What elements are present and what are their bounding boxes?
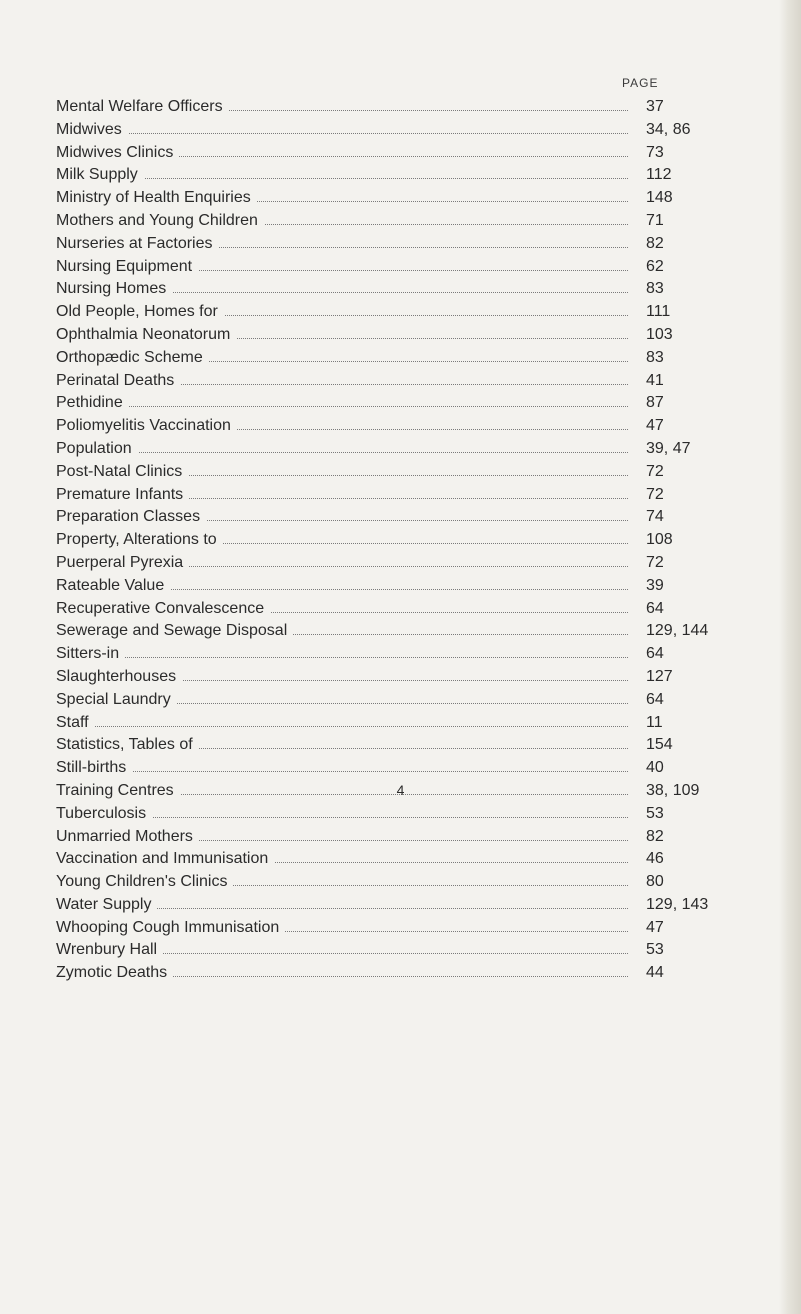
index-term: Special Laundry xyxy=(56,691,177,708)
index-term: Orthopædic Scheme xyxy=(56,349,209,366)
index-term: Nursing Equipment xyxy=(56,258,198,275)
index-entry xyxy=(56,370,766,393)
index-term: Puerperal Pyrexia xyxy=(56,554,189,571)
index-page-numbers: 103 xyxy=(642,324,673,347)
index-entry xyxy=(56,324,766,347)
index-page-numbers: 80 xyxy=(642,871,664,894)
index-page-numbers: 64 xyxy=(642,598,664,621)
index-term: Milk Supply xyxy=(56,166,144,183)
index-term: Still-births xyxy=(56,759,132,776)
dot-leader xyxy=(56,133,628,134)
index-entry xyxy=(56,529,766,552)
index-term: Statistics, Tables of xyxy=(56,736,199,753)
index-page-numbers: 154 xyxy=(642,734,673,757)
index-page-numbers: 34, 86 xyxy=(642,119,690,142)
index-page-numbers: 11 xyxy=(642,712,663,735)
index-entry xyxy=(56,871,766,894)
index-page-numbers: 87 xyxy=(642,392,664,415)
index-term: Preparation Classes xyxy=(56,508,206,525)
index-term: Staff xyxy=(56,714,95,731)
index-term: Recuperative Convalescence xyxy=(56,600,270,617)
index-entry xyxy=(56,301,766,324)
index-page-numbers: 129, 143 xyxy=(642,894,708,917)
index-page-numbers: 72 xyxy=(642,461,664,484)
index-page-numbers: 64 xyxy=(642,689,664,712)
index-entry xyxy=(56,164,766,187)
dot-leader xyxy=(56,726,628,727)
index-term: Mothers and Young Children xyxy=(56,212,264,229)
index-entry xyxy=(56,620,766,643)
index-page-numbers: 39 xyxy=(642,575,664,598)
index-entry xyxy=(56,939,766,962)
index-entry xyxy=(56,461,766,484)
index-page-numbers: 72 xyxy=(642,484,664,507)
index-entry xyxy=(56,826,766,849)
index-term: Ophthalmia Neonatorum xyxy=(56,326,236,343)
index-entry xyxy=(56,575,766,598)
index-page-numbers: 62 xyxy=(642,256,664,279)
index-page-numbers: 38, 109 xyxy=(642,780,699,803)
index-term: Premature Infants xyxy=(56,486,189,503)
index-term: Sewerage and Sewage Disposal xyxy=(56,622,293,639)
dot-leader xyxy=(56,657,628,658)
index-term: Midwives Clinics xyxy=(56,144,179,161)
index-term: Vaccination and Immunisation xyxy=(56,850,274,867)
index-entry xyxy=(56,666,766,689)
dot-leader xyxy=(56,406,628,407)
index-page-numbers: 47 xyxy=(642,917,664,940)
index-entry xyxy=(56,894,766,917)
index-page-numbers: 108 xyxy=(642,529,673,552)
index-page-numbers: 129, 144 xyxy=(642,620,708,643)
index-page-numbers: 53 xyxy=(642,939,664,962)
index-entry xyxy=(56,392,766,415)
index-entry xyxy=(56,848,766,871)
index-entry xyxy=(56,233,766,256)
page-number: 4 xyxy=(396,782,405,798)
index-page-numbers: 74 xyxy=(642,506,664,529)
index-term: Whooping Cough Immunisation xyxy=(56,919,285,936)
index-term: Midwives xyxy=(56,121,128,138)
index-page-numbers: 73 xyxy=(642,142,664,165)
index-entry xyxy=(56,210,766,233)
index-page-numbers: 127 xyxy=(642,666,673,689)
index-term: Perinatal Deaths xyxy=(56,372,180,389)
index-page-numbers: 111 xyxy=(642,301,670,324)
dot-leader xyxy=(56,452,628,453)
index-entry xyxy=(56,643,766,666)
page-column-header: PAGE xyxy=(622,76,659,90)
index-term: Population xyxy=(56,440,138,457)
index-page-numbers: 82 xyxy=(642,826,664,849)
index-page-numbers: 37 xyxy=(642,96,664,119)
index-term: Young Children's Clinics xyxy=(56,873,233,890)
index-entry xyxy=(56,96,766,119)
index-term: Poliomyelitis Vaccination xyxy=(56,417,237,434)
index-entry xyxy=(56,962,766,985)
index-entry xyxy=(56,506,766,529)
index-entry xyxy=(56,484,766,507)
index-term: Water Supply xyxy=(56,896,157,913)
index-list xyxy=(56,96,766,985)
index-term: Property, Alterations to xyxy=(56,531,223,548)
index-page-numbers: 112 xyxy=(642,164,672,187)
index-entry xyxy=(56,689,766,712)
page-edge-shadow xyxy=(779,0,801,1314)
index-term: Training Centres xyxy=(56,782,180,799)
index-page-numbers: 53 xyxy=(642,803,664,826)
index-term: Wrenbury Hall xyxy=(56,941,163,958)
index-page-numbers: 148 xyxy=(642,187,673,210)
index-page-numbers: 47 xyxy=(642,415,664,438)
index-entry xyxy=(56,552,766,575)
index-page-numbers: 39, 47 xyxy=(642,438,690,461)
index-entry xyxy=(56,598,766,621)
index-term: Pethidine xyxy=(56,394,129,411)
index-term: Unmarried Mothers xyxy=(56,828,199,845)
index-entry xyxy=(56,119,766,142)
index-term: Old People, Homes for xyxy=(56,303,224,320)
index-page-numbers: 71 xyxy=(642,210,664,233)
index-term: Rateable Value xyxy=(56,577,170,594)
index-page-numbers: 72 xyxy=(642,552,664,575)
index-term: Nursing Homes xyxy=(56,280,172,297)
index-term: Ministry of Health Enquiries xyxy=(56,189,257,206)
index-entry xyxy=(56,917,766,940)
index-term: Tuberculosis xyxy=(56,805,152,822)
index-entry xyxy=(56,278,766,301)
index-entry xyxy=(56,712,766,735)
index-term: Sitters-in xyxy=(56,645,125,662)
index-entry xyxy=(56,757,766,780)
index-term: Post-Natal Clinics xyxy=(56,463,188,480)
index-page-numbers: 64 xyxy=(642,643,664,666)
index-term: Slaughterhouses xyxy=(56,668,182,685)
index-page-numbers: 40 xyxy=(642,757,664,780)
index-page-numbers: 44 xyxy=(642,962,664,985)
index-term: Zymotic Deaths xyxy=(56,964,173,981)
index-entry xyxy=(56,415,766,438)
index-entry xyxy=(56,142,766,165)
index-entry xyxy=(56,187,766,210)
index-entry xyxy=(56,803,766,826)
index-page-numbers: 41 xyxy=(642,370,664,393)
index-page-numbers: 83 xyxy=(642,278,664,301)
index-entry xyxy=(56,734,766,757)
index-entry xyxy=(56,347,766,370)
index-entry xyxy=(56,438,766,461)
index-term: Nurseries at Factories xyxy=(56,235,219,252)
index-entry xyxy=(56,256,766,279)
index-page-numbers: 46 xyxy=(642,848,664,871)
dot-leader xyxy=(56,771,628,772)
index-page-numbers: 82 xyxy=(642,233,664,256)
index-page-numbers: 83 xyxy=(642,347,664,370)
index-term: Mental Welfare Officers xyxy=(56,98,229,115)
